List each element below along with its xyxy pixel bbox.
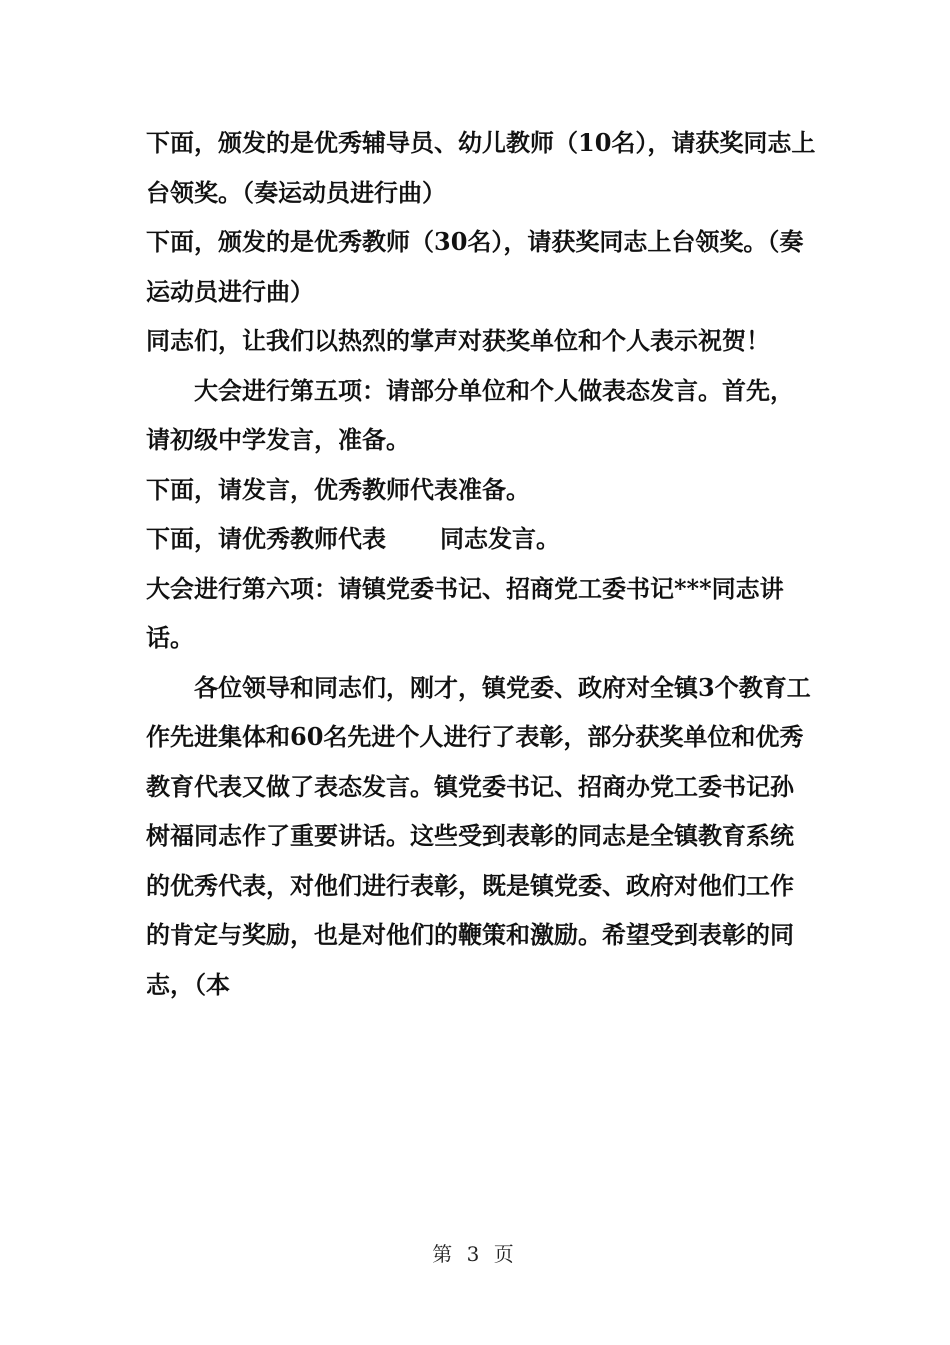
teacher-representative-prefix: 下面，请优秀教师代表 bbox=[146, 524, 386, 553]
paragraph-next-speaker: 下面，请发言，优秀教师代表准备。 bbox=[146, 474, 530, 504]
paragraph-congratulations: 同志们，让我们以热烈的掌声对获奖单位和个人表示祝贺！ bbox=[146, 326, 770, 355]
paragraph-teacher-representative bbox=[146, 514, 816, 564]
document-body bbox=[146, 118, 816, 1009]
paragraph-award-counselors: 下面，颁发的是优秀辅导员、幼儿教师（10名），请获奖同志上台领奖。（奏运动员进行曲） bbox=[146, 128, 816, 207]
paragraph-item-six: 大会进行第六项：请镇党委书记、招商党工委书记***同志讲话。 bbox=[146, 573, 784, 652]
paragraph-item-five: 大会进行第五项：请部分单位和个人做表态发言。首先，请初级中学发言，准备。 bbox=[146, 375, 794, 454]
paragraph-award-teachers: 下面，颁发的是优秀教师（30名），请获奖同志上台领奖。（奏运动员进行曲） bbox=[146, 227, 804, 306]
paragraph-closing-remarks: 各位领导和同志们，刚才，镇党委、政府对全镇3个教育工作先进集体和60名先进个人进行了表彰，部分获奖单位和优秀教育代表又做了表态发言。镇党委书记、招商办党工委书记孙树福同志作了重要讲话。这些受到表彰的同志是全镇教育系统的优秀代表，对他们进行表彰，既是镇党委、政府对他们工作的肯定与奖励，也是对他们的鞭策和激励。希望受到表彰的同志，（本 bbox=[146, 672, 811, 999]
teacher-representative-suffix: 同志发言。 bbox=[440, 524, 560, 553]
page-number: 第 3 页 bbox=[432, 1242, 518, 1266]
